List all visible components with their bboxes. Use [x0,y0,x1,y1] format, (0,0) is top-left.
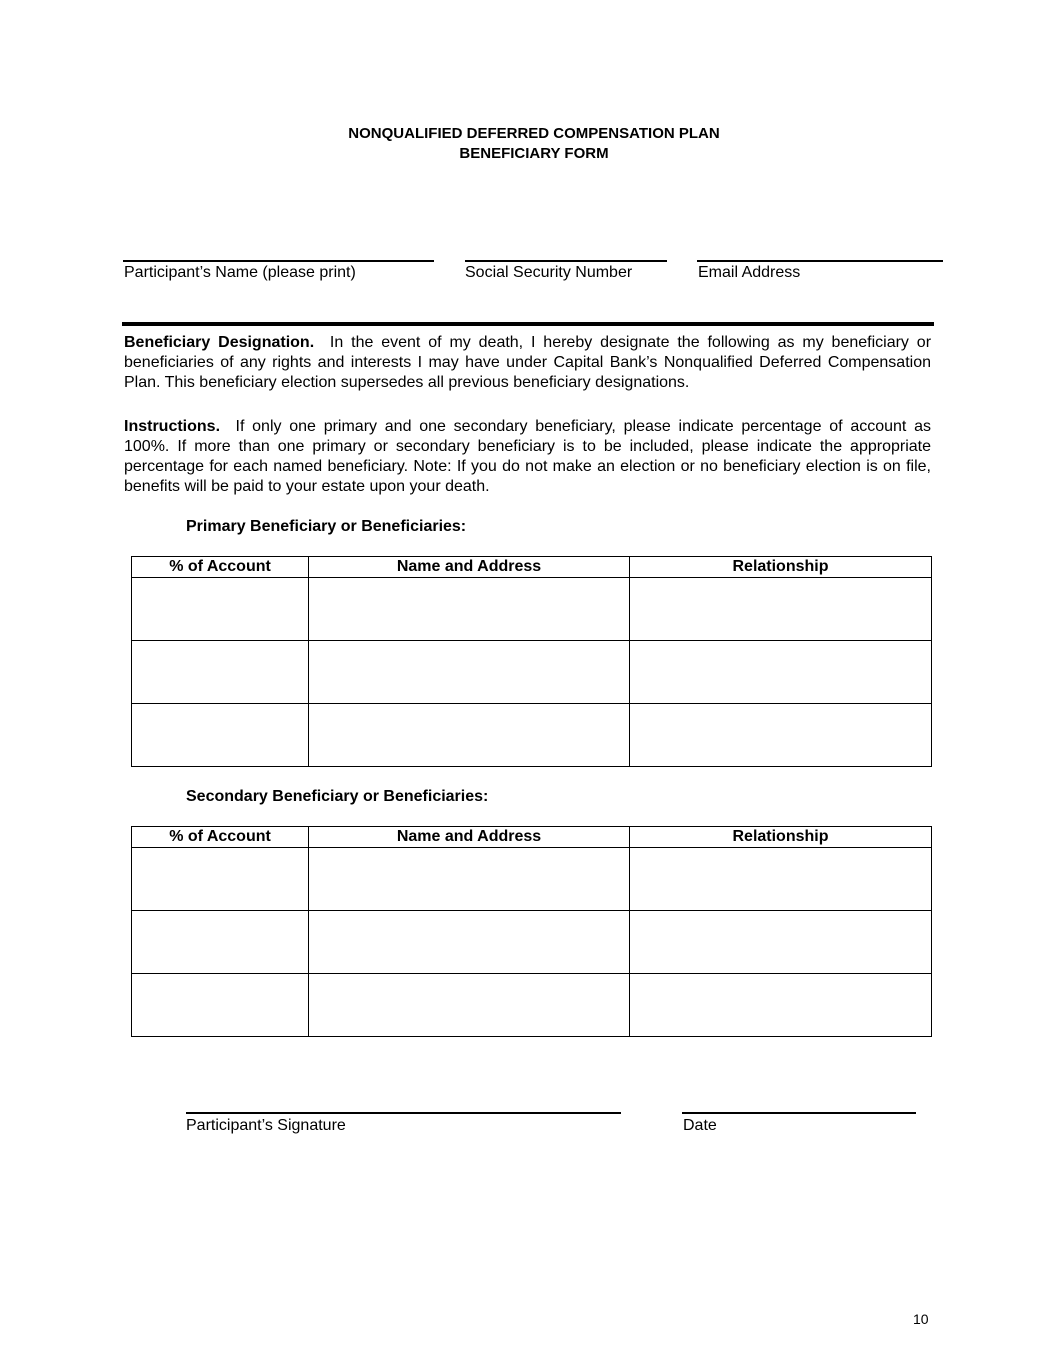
name-address-cell[interactable] [309,704,630,767]
email-label: Email Address [698,264,801,281]
table-header-row [132,557,932,578]
secondary-beneficiary-heading: Secondary Beneficiary or Beneficiaries: [186,788,489,805]
secondary-beneficiary-table [131,826,932,1037]
relationship-cell[interactable] [630,641,932,704]
relationship-cell[interactable] [630,704,932,767]
table-row [132,578,932,641]
percent-cell[interactable] [132,704,309,767]
relationship-cell[interactable] [630,974,932,1037]
designation-text: In the event of my death, I hereby designate the following as my beneficiary or beneficiaries of any rights and interests I may have under Capital Bank’s Nonqualified Deferred Compensation Plan. This beneficiary election supersedes all previous beneficiary designations. [124,334,932,391]
relationship-cell[interactable] [630,848,932,911]
name-address-cell[interactable] [309,848,630,911]
relationship-cell[interactable] [630,578,932,641]
column-header-name-address: Name and Address [309,557,630,578]
instructions-paragraph [124,417,931,497]
column-header-percent: % of Account [132,827,309,848]
date-field[interactable] [682,1112,916,1114]
table-row [132,848,932,911]
name-address-cell[interactable] [309,578,630,641]
column-header-percent: % of Account [132,557,309,578]
page-number: 10 [913,1311,929,1327]
date-label: Date [683,1117,717,1134]
percent-cell[interactable] [132,641,309,704]
designation-heading: Beneficiary Designation. [124,334,315,351]
relationship-cell[interactable] [630,911,932,974]
primary-beneficiary-table [131,556,932,767]
percent-cell[interactable] [132,911,309,974]
participant-name-label: Participant’s Name (please print) [124,264,356,281]
column-header-name-address: Name and Address [309,827,630,848]
table-row [132,641,932,704]
primary-beneficiary-heading: Primary Beneficiary or Beneficiaries: [186,518,467,535]
table-row [132,704,932,767]
percent-cell[interactable] [132,848,309,911]
ssn-field[interactable] [465,260,667,262]
signature-field[interactable] [186,1112,621,1114]
column-header-relationship: Relationship [630,827,932,848]
participant-name-field[interactable] [123,260,434,262]
designation-paragraph [124,333,931,393]
instructions-text: If only one primary and one secondary beneficiary, please indicate percentage of account as 100%. If more than one primary or secondary beneficiary is to be included, please indicate the appropriate percentage for each named beneficiary. Note: If you do not make an election or no beneficiary election is on file, benefits will be paid to your estate upon your death. [124,418,932,495]
percent-cell[interactable] [132,974,309,1037]
email-field[interactable] [697,260,943,262]
table-row [132,974,932,1037]
name-address-cell[interactable] [309,974,630,1037]
table-row [132,911,932,974]
form-title-line-1: NONQUALIFIED DEFERRED COMPENSATION PLAN [348,125,720,142]
name-address-cell[interactable] [309,911,630,974]
ssn-label: Social Security Number [465,264,633,281]
column-header-relationship: Relationship [630,557,932,578]
signature-label: Participant’s Signature [186,1117,346,1134]
name-address-cell[interactable] [309,641,630,704]
instructions-heading: Instructions. [124,418,221,435]
table-header-row [132,827,932,848]
section-divider [122,322,934,326]
percent-cell[interactable] [132,578,309,641]
form-title-line-2: BENEFICIARY FORM [459,145,609,162]
